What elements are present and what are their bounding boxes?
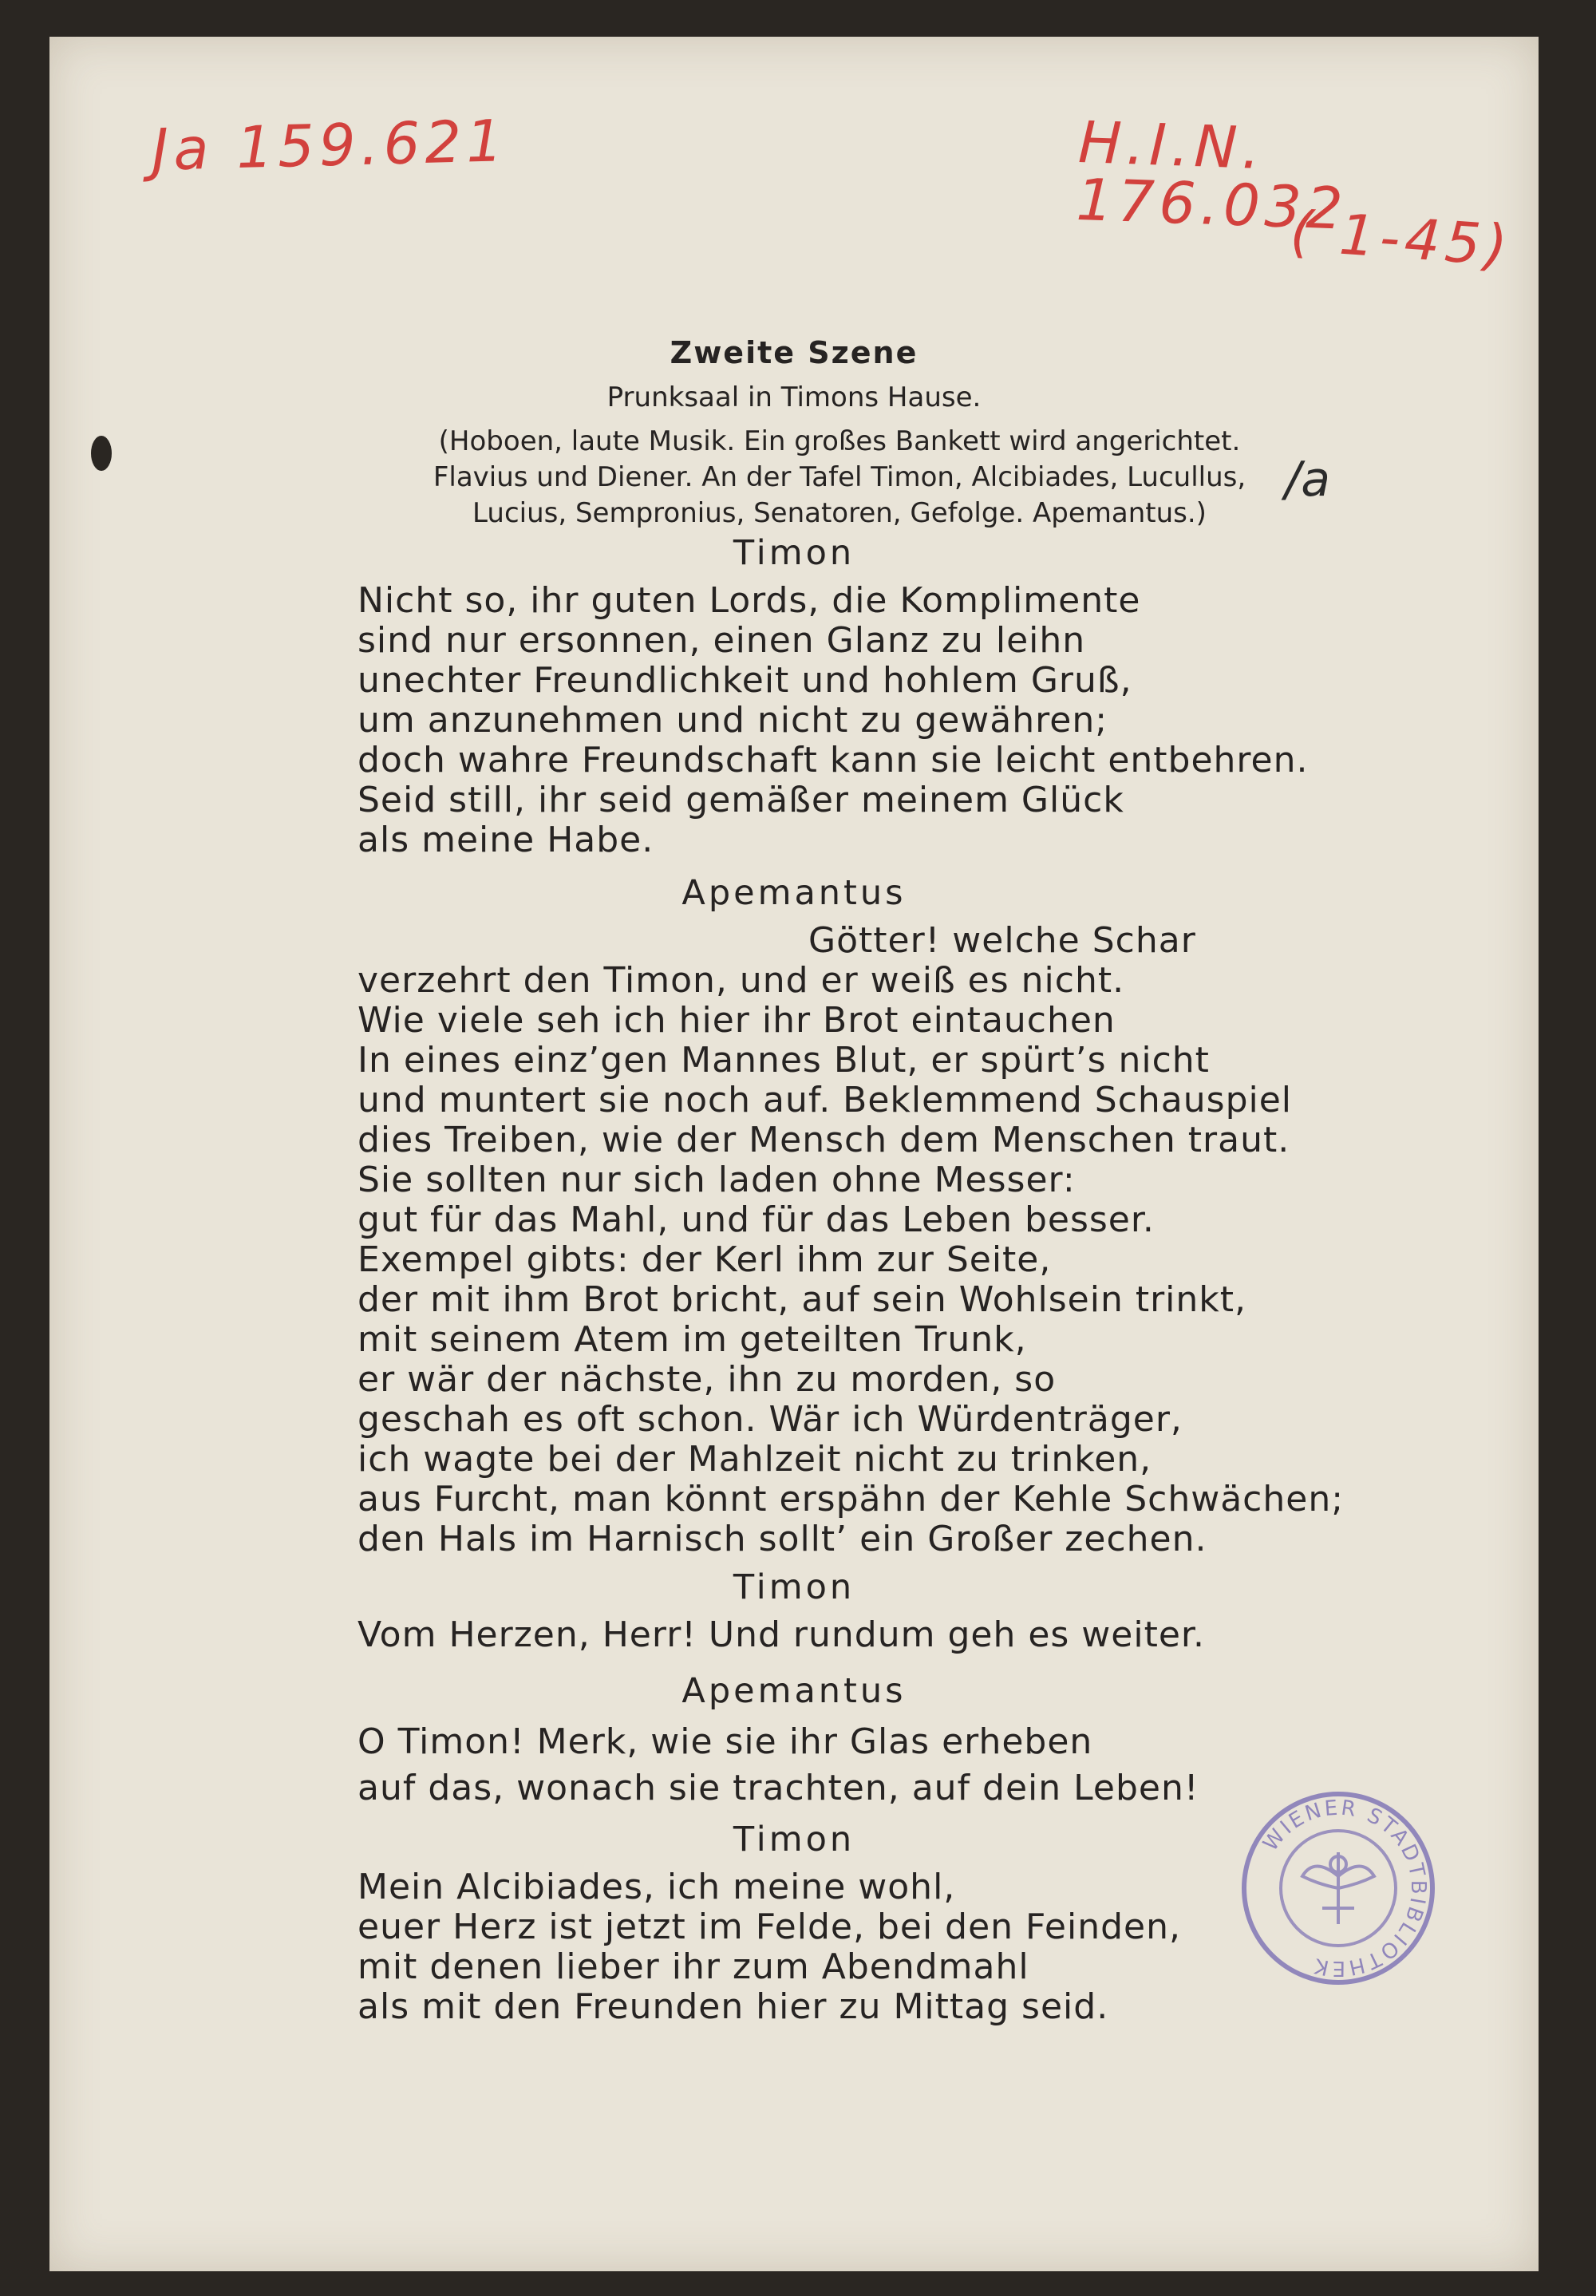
verse-line: Vom Herzen, Herr! Und rundum geh es weiter. (358, 1614, 1205, 1655)
verse-line: mit seinem Atem im geteilten Trunk, (358, 1319, 1027, 1360)
speech-lines (358, 581, 1309, 860)
stage-direction (353, 424, 1326, 532)
verse-line: Sie sollten nur sich laden ohne Messer: (358, 1160, 1076, 1200)
speech-lines (358, 1867, 1181, 2027)
stamp-text: WIENER STADTBIBLIOTHEK (1258, 1796, 1431, 1981)
verse-line: mit denen lieber ihr zum Abendmahl (358, 1946, 1029, 1987)
shelfmark-left: Ja 159.621 (150, 107, 509, 184)
speaker-name: Timon (733, 533, 855, 573)
verse-line: In eines einz’gen Mannes Blut, er spürt’s nicht (358, 1040, 1210, 1081)
verse-line: geschah es oft schon. Wär ich Würdenträger, (358, 1399, 1183, 1440)
verse-line: und muntert sie noch auf. Beklemmend Schauspiel (358, 1080, 1293, 1120)
margin-note: /a (1285, 452, 1330, 508)
verse-line: den Hals im Harnisch sollt’ ein Großer zechen. (358, 1519, 1207, 1559)
verse-line: euer Herz ist jetzt im Felde, bei den Feinden, (358, 1907, 1181, 1947)
verse-line: er wär der nächste, ihn zu morden, so (358, 1359, 1057, 1400)
speaker-name: Apemantus (681, 873, 907, 913)
verse-line: dies Treiben, wie der Mensch dem Menschen traut. (358, 1120, 1290, 1160)
speaker-name: Timon (733, 1820, 855, 1859)
verse-line: ich wagte bei der Mahlzeit nicht zu trinken, (358, 1439, 1152, 1480)
verse-line: aus Furcht, man könnt erspähn der Kehle Schwächen; (358, 1479, 1345, 1519)
verse-line: der mit ihm Brot bricht, auf sein Wohlsein trinkt, (358, 1279, 1247, 1320)
speaker-name: Apemantus (681, 1671, 907, 1711)
punch-hole (91, 436, 112, 471)
verse-line: als mit den Freunden hier zu Mittag seid. (358, 1986, 1109, 2027)
stage-direction-line: Flavius und Diener. An der Tafel Timon, Alcibiades, Lucullus, (433, 461, 1246, 493)
shelfmark-right: H.I.N. 176.032 (1075, 108, 1349, 243)
verse-line: Seid still, ihr seid gemäßer meinem Glück (358, 780, 1124, 820)
verse-line: sind nur ersonnen, einen Glanz zu leihn (358, 620, 1086, 661)
speech-lines (358, 1615, 1205, 1655)
verse-line: Exempel gibts: der Kerl ihm zur Seite, (358, 1239, 1052, 1280)
verse-line: verzehrt den Timon, und er weiß es nicht. (358, 960, 1125, 1001)
page-range-note: ( 1-45) (1288, 198, 1515, 279)
verse-line: Nicht so, ihr guten Lords, die Komplimente (358, 580, 1141, 621)
stage-direction-line: (Hoboen, laute Musik. Ein großes Bankett wird angerichtet. (438, 425, 1241, 457)
speech-lines (358, 921, 1344, 1559)
scene-setting: Prunksaal in Timons Hause. (606, 381, 982, 413)
verse-line: Mein Alcibiades, ich meine wohl, (358, 1867, 956, 1907)
verse-line: unechter Freundlichkeit und hohlem Gruß, (358, 660, 1132, 701)
verse-line: O Timon! Merk, wie sie ihr Glas erheben (358, 1721, 1093, 1762)
verse-line: gut für das Mahl, und für das Leben besser. (358, 1199, 1155, 1240)
verse-line: auf das, wonach sie trachten, auf dein Leben! (358, 1768, 1199, 1808)
speech-lines (358, 1719, 1199, 1812)
speaker-name: Timon (733, 1567, 855, 1607)
verse-line: doch wahre Freundschaft kann sie leicht entbehren. (358, 740, 1309, 780)
document-page (49, 37, 1539, 2271)
stage-direction-line: Lucius, Sempronius, Senatoren, Gefolge. Apemantus.) (472, 497, 1207, 529)
verse-line: Wie viele seh ich hier ihr Brot eintauchen (358, 1000, 1116, 1041)
scene-title: Zweite Szene (670, 335, 918, 370)
verse-line: Götter! welche Schar (808, 920, 1196, 961)
eagle-emblem-icon (1302, 1852, 1374, 1924)
library-stamp (1238, 1788, 1438, 1988)
verse-line: als meine Habe. (358, 820, 654, 860)
verse-line: um anzunehmen und nicht zu gewähren; (358, 700, 1108, 741)
